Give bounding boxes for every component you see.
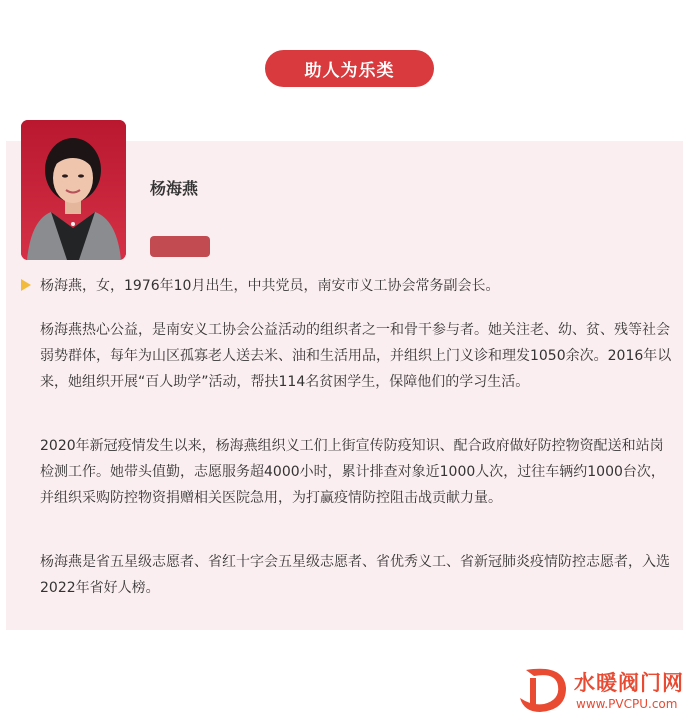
bio-paragraph: 2020年新冠疫情发生以来，杨海燕组织义工们上街宣传防疫知识、配合政府做好防控物资配送和站岗检测工作。她带头值勤，志愿服务超4000小时，累计排查对象近1000人次，过往车辆约1000台次，并组织采购防控物资捐赠相关医院急用，为打赢疫情防控阻击战贡献力量。 (40, 438, 665, 506)
name-tag-badge (150, 236, 210, 257)
site-watermark (516, 664, 691, 716)
portrait-photo (21, 120, 126, 260)
pv-logo-icon (516, 664, 570, 716)
bio-paragraph: 杨海燕热心公益，是南安义工协会公益活动的组织者之一和骨干参与者。她关注老、幼、贫、残等社会弱势群体，每年为山区孤寡老人送去米、油和生活用品，并组织上门义诊和理发1050余次。2016年以来，她组织开展“百人助学”活动，帮扶114名贫困学生，保障他们的学习生活。 (40, 322, 672, 390)
bio-paragraph: 杨海燕是省五星级志愿者、省红十字会五星级志愿者、省优秀义工、省新冠肺炎疫情防控志愿者，入选2022年省好人榜。 (40, 554, 670, 596)
bio-intro: 杨海燕，女，1976年10月出生，中共党员，南安市义工协会常务副会长。 (40, 278, 500, 294)
person-name: 杨海燕 (150, 179, 199, 198)
avatar (21, 120, 126, 260)
watermark-title: 水暖阀门网 (574, 671, 684, 695)
category-pill (265, 50, 434, 87)
triangle-right-icon (21, 279, 31, 291)
category-label: 助人为乐类 (304, 61, 395, 81)
watermark-url: www.PVCPU.com (576, 697, 678, 711)
